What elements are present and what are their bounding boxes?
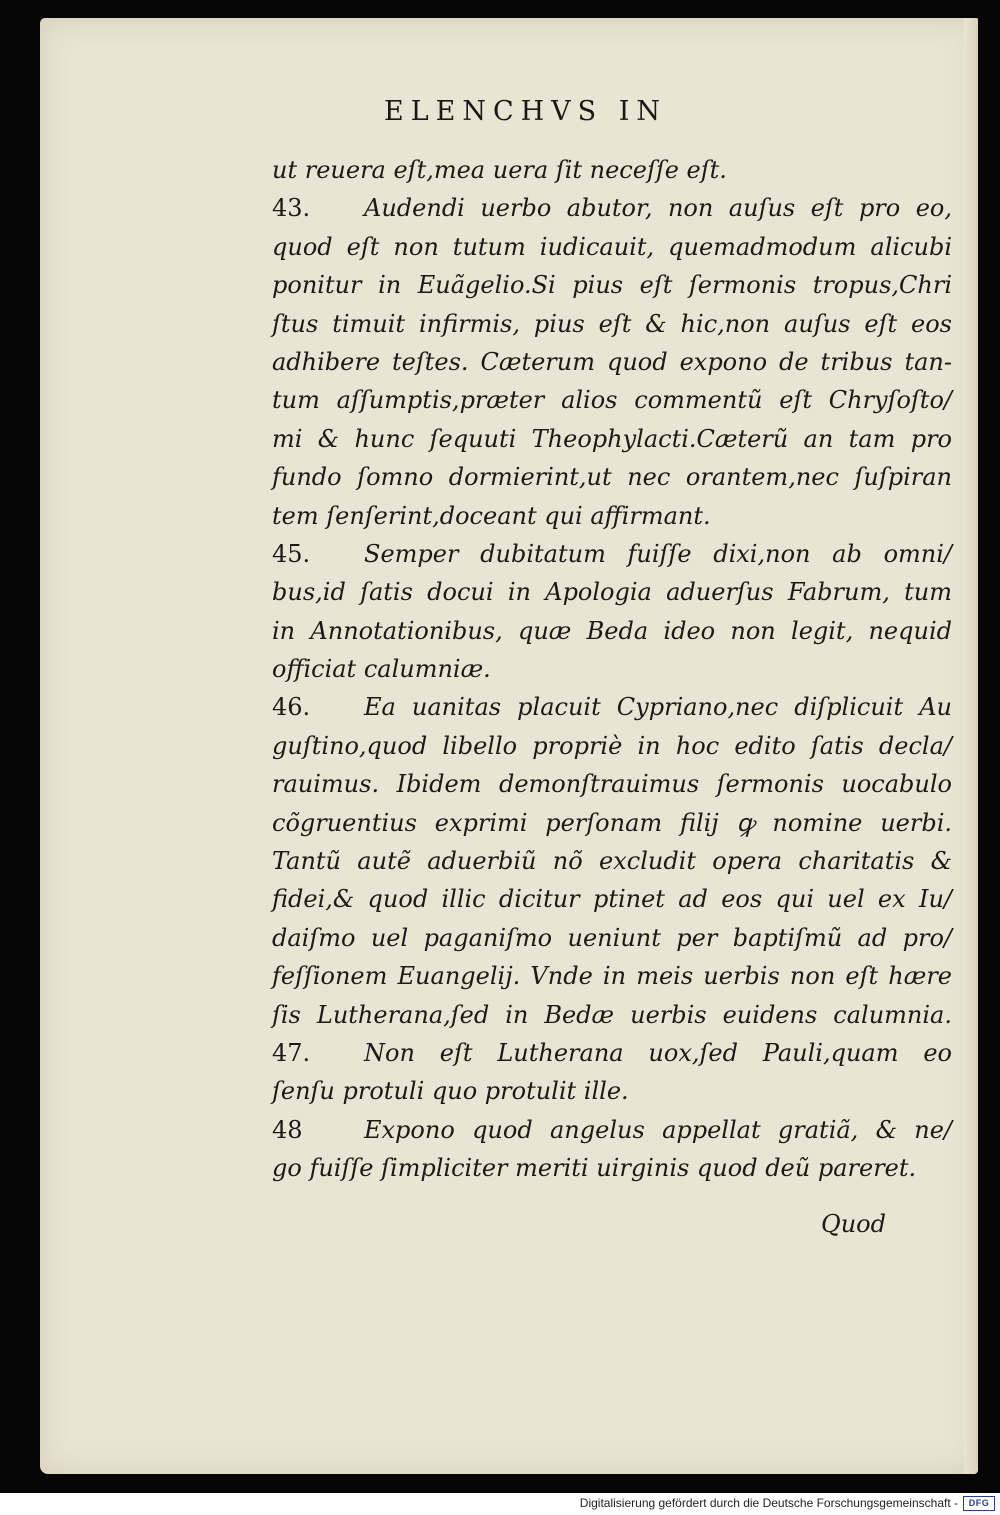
text-line <box>272 957 952 995</box>
line-text: tem ſenſerint,doceant qui affirmant. <box>272 501 711 530</box>
text-line <box>272 151 952 189</box>
section-number: 47. <box>272 1038 311 1067</box>
running-head: ELENCHVS IN <box>384 96 668 127</box>
text-line <box>272 612 952 650</box>
text-line <box>272 919 952 957</box>
line-text: guſtino,quod libello propriè in hoc edito ſatis decla/ <box>272 731 952 760</box>
line-text: daiſmo uel paganiſmo ueniunt per baptiſmũ ad pro/ <box>272 923 952 952</box>
line-text: ſenſu protuli quo protulit ille. <box>272 1077 629 1106</box>
line-text: Semper dubitatum fuiſſe dixi,non ab omni/ <box>364 539 952 568</box>
line-text: Audendi uerbo abutor, non auſus eſt pro eo, <box>364 194 952 223</box>
line-text: ponitur in Euãgelio.Si pius eſt ſermonis tropus,Chri <box>272 271 952 300</box>
dfg-logo-text: DFG <box>968 1498 990 1508</box>
digitization-footer <box>0 1493 1000 1515</box>
text-line <box>272 573 952 611</box>
line-text: quod eſt non tutum iudicauit, quemadmodum alicubi <box>272 232 952 261</box>
text-line <box>272 1072 952 1110</box>
text-line <box>272 880 952 918</box>
line-text: mi & hunc ſequuti Theophylacti.Cæterũ an tam pro <box>272 424 952 453</box>
page-text-block <box>272 151 952 1188</box>
line-text: ſis Lutherana,ſed in Bedæ uerbis euidens calumnia. <box>272 1000 952 1029</box>
line-text: Expono quod angelus appellat gratiã, & ne/ <box>364 1115 952 1144</box>
line-text: Ea uanitas placuit Cypriano,nec diſplicuit Au <box>364 693 952 722</box>
line-text: feſſionem Euangelij. Vnde in meis uerbis non eſt hære <box>272 962 952 991</box>
line-text: go fuiſſe ſimpliciter meriti uirginis quod deũ pareret. <box>272 1154 917 1183</box>
text-line <box>272 1034 952 1072</box>
text-line <box>272 458 952 496</box>
text-line <box>272 266 952 304</box>
line-text: officiat calumniæ. <box>272 655 491 684</box>
text-line <box>272 727 952 765</box>
text-line <box>272 381 952 419</box>
catchword: Quod <box>821 1210 886 1238</box>
text-line <box>272 996 952 1034</box>
section-number: 43. <box>272 194 311 223</box>
line-text: ut reuera eſt,mea uera ſit neceſſe eſt. <box>272 156 727 184</box>
line-text: Non eſt Lutherana uox,ſed Pauli,quam eo <box>364 1038 952 1067</box>
text-line <box>272 688 952 726</box>
text-line <box>272 765 952 803</box>
text-line <box>272 305 952 343</box>
text-line <box>272 1149 952 1187</box>
line-text: ſtus timuit infirmis, pius eſt & hic,non auſus eſt eos <box>272 309 952 338</box>
section-number: 46. <box>272 693 311 722</box>
text-line <box>272 497 952 535</box>
text-line <box>272 189 952 227</box>
text-line <box>272 804 952 842</box>
line-text: cõgruentius exprimi perſonam filij ꝙ nomine uerbi. <box>272 808 952 837</box>
line-text: in Annotationibus, quæ Beda ideo non legit, nequid <box>272 616 952 645</box>
line-text: rauimus. Ibidem demonſtrauimus ſermonis uocabulo <box>272 770 952 799</box>
section-number: 45. <box>272 539 311 568</box>
text-line <box>272 228 952 266</box>
text-line <box>272 1111 952 1149</box>
section-number: 48 <box>272 1115 303 1144</box>
text-line <box>272 535 952 573</box>
book-page <box>40 18 978 1474</box>
footer-credit: Digitalisierung gefördert durch die Deutsche Forschungsgemeinschaft - <box>579 1496 958 1510</box>
line-text: fundo ſomno dormierint,ut nec orantem,nec ſuſpiran <box>272 463 952 492</box>
line-text: Tantũ autẽ aduerbiũ nõ excludit opera charitatis & <box>272 847 952 876</box>
line-text: bus,id ſatis docui in Apologia aduerſus Fabrum, tum <box>272 578 952 607</box>
text-line <box>272 420 952 458</box>
text-line <box>272 650 952 688</box>
line-text: tum aſſumptis,præter alios commentũ eſt Chryſoſto/ <box>272 386 952 415</box>
text-line <box>272 343 952 381</box>
dfg-logo-icon <box>963 1496 995 1511</box>
line-text: fidei,& quod illic dicitur ptinet ad eos qui uel ex Iu/ <box>272 885 952 914</box>
line-text: adhibere teſtes. Cæterum quod expono de tribus tan- <box>272 347 952 376</box>
text-line <box>272 842 952 880</box>
page-edge <box>964 18 978 1474</box>
